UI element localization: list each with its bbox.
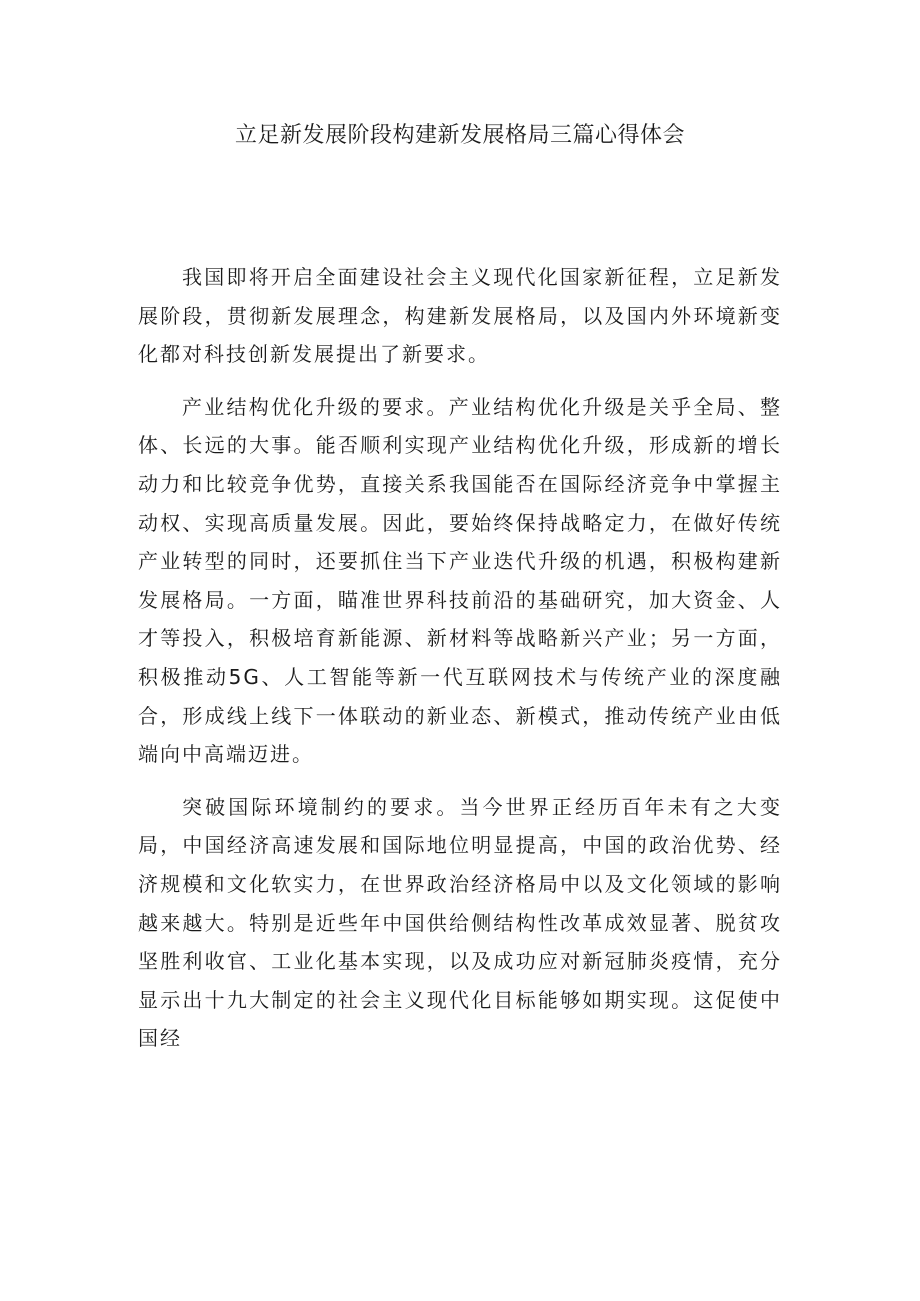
document-title: 立足新发展阶段构建新发展格局三篇心得体会 xyxy=(234,123,685,148)
paragraph-international-environment: 突破国际环境制约的要求。当今世界正经历百年未有之大变局，中国经济高速发展和国际地位明显提高，中国的政治优势、经济规模和文化软实力，在世界政治经济格局中以及文化领域的影响越来越大。特别是近些年中国供给侧结构性改革成效显著、脱贫攻坚胜利收官、工业化基本实现，以及成功应对新冠肺炎疫情，充分显示出十九大制定的社会主义现代化目标能够如期实现。这促使中国经 xyxy=(138,794,782,1051)
document-body xyxy=(138,258,782,1058)
paragraph-industrial-upgrade: 产业结构优化升级的要求。产业结构优化升级是关乎全局、整体、长远的大事。能否顺利实现产业结构优化升级，形成新的增长动力和比较竞争优势，直接关系我国能否在国际经济竞争中掌握主动权、实现高质量发展。因此，要始终保持战略定力，在做好传统产业转型的同时，还要抓住当下产业迭代升级的机遇，积极构建新发展格局。一方面，瞄准世界科技前沿的基础研究，加大资金、人才等投入，积极培育新能源、新材料等战略新兴产业；另一方面，积极推动5G、人工智能等新一代互联网技术与传统产业的深度融合，形成线上线下一体联动的新业态、新模式，推动传统产业由低端向中高端迈进。 xyxy=(138,394,782,767)
paragraph-intro: 我国即将开启全面建设社会主义现代化国家新征程，立足新发展阶段，贯彻新发展理念，构建新发展格局，以及国内外环境新变化都对科技创新发展提出了新要求。 xyxy=(138,265,782,367)
